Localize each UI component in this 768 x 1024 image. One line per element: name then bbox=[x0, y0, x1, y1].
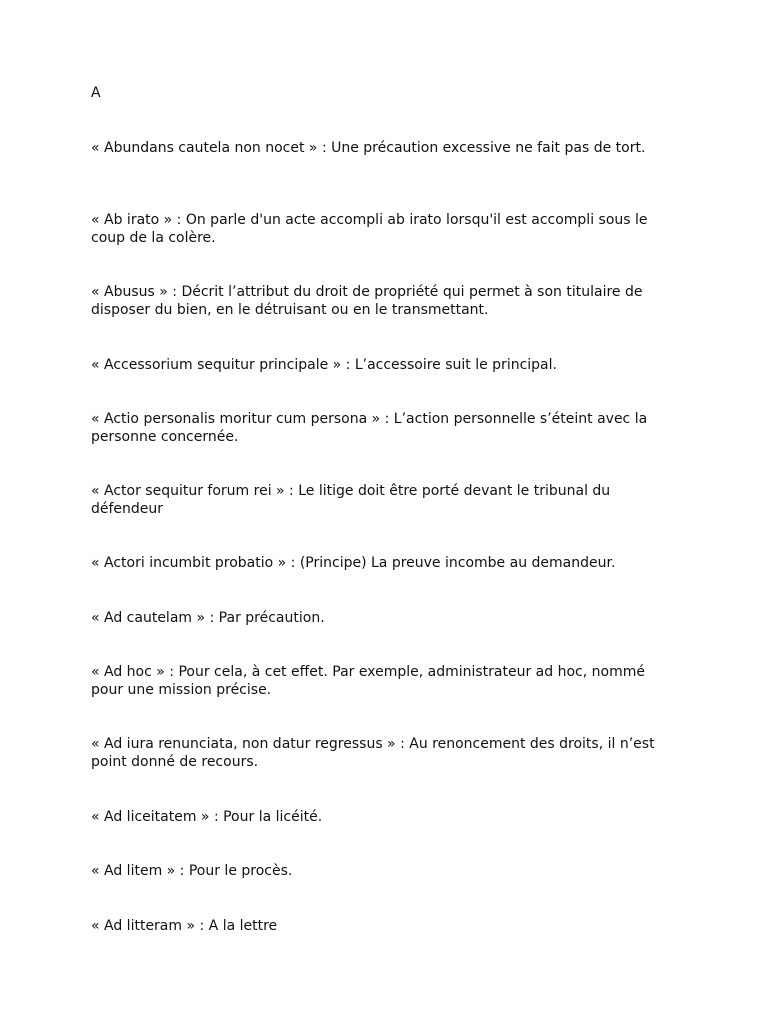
glossary-entry: « Abundans cautela non nocet » : Une précaution excessive ne fait pas de tort. bbox=[91, 140, 646, 156]
glossary-entry: « Actio personalis moritur cum persona » : L’action personnelle s’éteint avec la personne concernée. bbox=[91, 411, 648, 445]
glossary-entry: « Ab irato » : On parle d'un acte accompli ab irato lorsqu'il est accompli sous le coup de la colère. bbox=[91, 212, 648, 246]
glossary-entry: « Ad iura renunciata, non datur regressus » : Au renoncement des droits, il n’est point donné de recours. bbox=[91, 736, 655, 770]
glossary-entry: « Actor sequitur forum rei » : Le litige doit être porté devant le tribunal du défendeur bbox=[91, 483, 611, 517]
glossary-entry: « Ad hoc » : Pour cela, à cet effet. Par exemple, administrateur ad hoc, nommé pour une mission précise. bbox=[91, 664, 645, 698]
glossary-entry: « Ad liceitatem » : Pour la licéité. bbox=[91, 809, 323, 825]
glossary-entry: « Actori incumbit probatio » : (Principe) La preuve incombe au demandeur. bbox=[91, 555, 616, 571]
glossary-entry: « Ad litteram » : A la lettre bbox=[91, 918, 278, 934]
section-letter-heading: A bbox=[91, 85, 101, 101]
glossary-entry: « Abusus » : Décrit l’attribut du droit de propriété qui permet à son titulaire de disposer du bien, en le détruisant ou en le transmettant. bbox=[91, 284, 643, 318]
glossary-entry: « Ad litem » : Pour le procès. bbox=[91, 863, 293, 879]
glossary-entry: « Accessorium sequitur principale » : L’accessoire suit le principal. bbox=[91, 357, 557, 373]
document-page bbox=[91, 84, 681, 934]
glossary-entry: « Ad cautelam » : Par précaution. bbox=[91, 610, 325, 626]
